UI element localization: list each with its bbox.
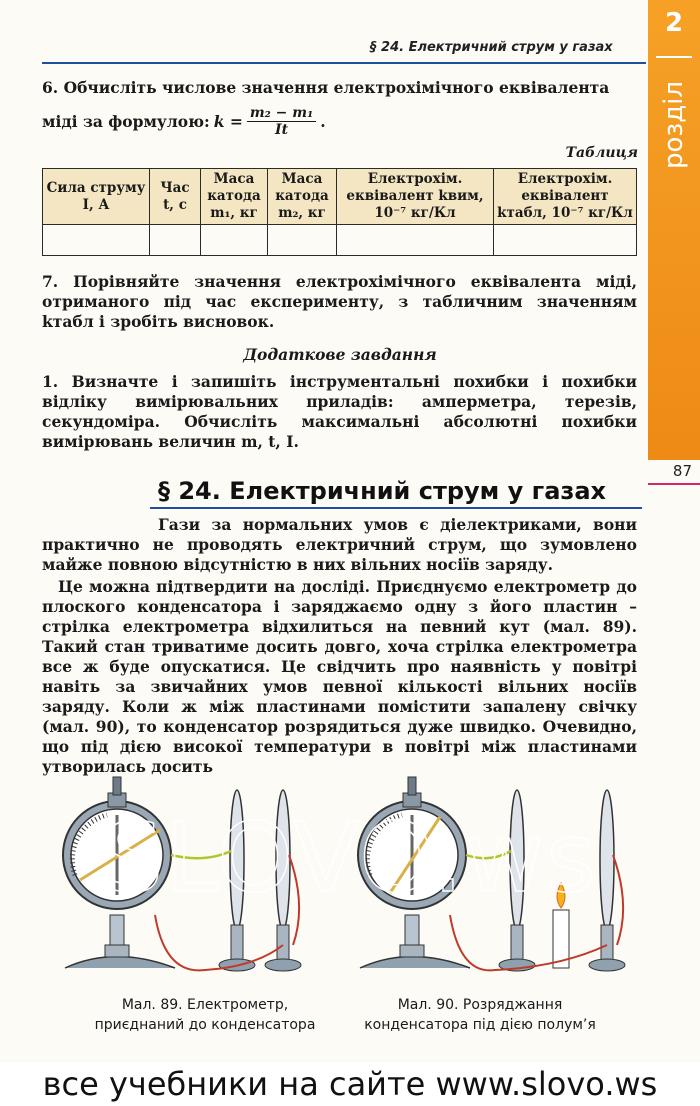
formula-lhs: k =: [213, 112, 243, 131]
additional-task-text: 1. Визначте і запишіть інструментальні похибки і похибки відліку вимірювальних приладів: амперметра, терезів, секундоміра. Обчисліть максимальні абсолютні похибки вимірювань величин m, t, I.: [42, 372, 637, 451]
figure-90-candle-discharge: [358, 777, 625, 971]
electrometer-illustration: [45, 775, 645, 985]
footer-text: все учебники на сайте www.slovo.ws: [42, 1065, 658, 1103]
table-cell: [268, 225, 337, 256]
table-caption: Таблиця: [565, 145, 638, 161]
formula-denominator: It: [275, 122, 289, 138]
table-cell: [150, 225, 201, 256]
chapter-number: 2: [664, 8, 684, 38]
paragraph-2-text: Це можна підтвердити на досліді. Приєднуємо електрометр до плоского конденсатора і заряджаємо одну з його пластин – стрілка електрометра відхилиться на певний кут (мал. 89). Такий стан триватиме досить довго, хоча стрілка електрометра все ж буде опускатися. Це свідчить про наявність у повітрі навіть за звичайних умов певної кількості вільних носіїв заряду. Коли ж між пластинами помістити запалену свічку (мал. 90), то конденсатор розрядиться дуже швидко. Очевидно, що під дією високої температури в повітрі між пластинами утворилась досить: [42, 577, 637, 776]
paragraph-1: [42, 515, 637, 575]
chapter-tab: [648, 0, 700, 460]
paragraph-1-text: Гази за нормальних умов є діелектриками, вони практично не проводять електричний струм, що зумовлено майже повною відсутністю в них вільних носіїв заряду.: [42, 515, 637, 574]
site-footer-banner: [0, 1062, 700, 1106]
section-title-rule: [150, 507, 642, 509]
table-header-row: [43, 169, 637, 225]
formula-fraction: [247, 105, 316, 138]
additional-task-title: Додаткове завдання: [243, 345, 437, 364]
chapter-label-box: [652, 70, 696, 180]
page-number: 87: [672, 462, 692, 480]
figure-89-caption-line: приєднаний до конденсатора: [94, 1017, 316, 1033]
chapter-label: розділ: [659, 80, 689, 170]
task-7-text: 7. Порівняйте значення електрохімічного еквівалента міді, отриманого під час експерименту, з табличним значенням kтабл і зробіть висновок.: [42, 272, 637, 331]
chapter-divider: [656, 56, 692, 58]
figure-90-caption: [340, 995, 620, 1035]
table-cell: [494, 225, 637, 256]
paragraph-2: [42, 577, 637, 777]
table-header-cell: Маса катода m₁, кг: [201, 169, 268, 225]
table-row: [43, 225, 637, 256]
figure-89-electrometer: [63, 777, 301, 971]
watermark-text: SLOVO.ws: [102, 802, 598, 914]
header-rule: [42, 62, 646, 64]
running-title: § 24. Електричний струм у газах: [370, 40, 613, 55]
table-cell: [43, 225, 150, 256]
table-header-cell: Сила струму I, А: [43, 169, 150, 225]
task-6-text: 6. Обчисліть числове значення електрохімічного еквівалента: [42, 78, 610, 97]
table-header-cell: Електрохім. еквівалент kтабл, 10⁻⁷ кг/Кл: [494, 169, 637, 225]
table-cell: [201, 225, 268, 256]
table-cell: [337, 225, 494, 256]
formula-line: [42, 105, 326, 138]
table-header-cell: Час t, с: [150, 169, 201, 225]
section-title: § 24. Електричний струм у газах: [158, 477, 607, 505]
formula-numerator: m₂ − m₁: [247, 105, 316, 122]
figure-89-caption: [70, 995, 340, 1035]
table-header-cell: Маса катода m₂, кг: [268, 169, 337, 225]
page-number-rule: [648, 483, 700, 485]
figure-90-caption-line: конденсатора під дією полум’я: [364, 1017, 596, 1033]
figure-89-caption-line: Мал. 89. Електрометр,: [121, 997, 289, 1013]
figure-90-caption-line: Мал. 90. Розряджання: [397, 997, 563, 1013]
formula-lead: міді за формулою:: [42, 112, 210, 131]
formula-end: .: [320, 112, 326, 131]
table-header-cell: Електрохім. еквівалент kвим, 10⁻⁷ кг/Кл: [337, 169, 494, 225]
results-table: [42, 168, 637, 256]
